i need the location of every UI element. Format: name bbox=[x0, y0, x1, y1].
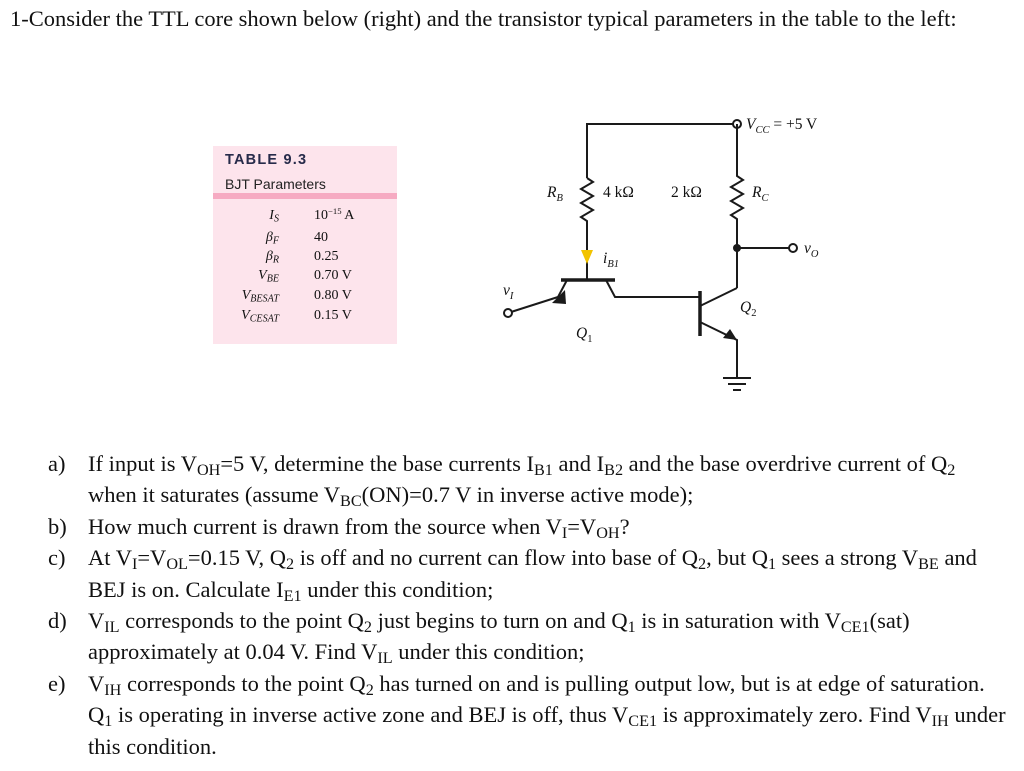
question-label: b) bbox=[48, 513, 67, 539]
param-symbol: $V_{BE}$ bbox=[258, 268, 279, 285]
ground-symbol bbox=[723, 378, 751, 390]
question-text: under this condition; bbox=[301, 576, 494, 602]
question-subscript: 2 bbox=[365, 680, 374, 699]
question-text: and I bbox=[552, 451, 605, 476]
question-text: under this condition. bbox=[88, 702, 1006, 759]
question-subscript: OL bbox=[166, 555, 188, 574]
question-text: and BEJ is on. Calculate I bbox=[88, 545, 977, 602]
param-symbol: $V_{BESAT}$ bbox=[241, 288, 279, 305]
question-text: =V bbox=[567, 513, 597, 539]
vi-terminal bbox=[504, 309, 512, 317]
question-subscript: I bbox=[131, 555, 138, 574]
question-label: c) bbox=[48, 545, 66, 571]
rb-value: 4 kΩ bbox=[603, 184, 634, 201]
question-text: corresponds to the point Q bbox=[119, 608, 364, 634]
vcc-rail-wire bbox=[587, 124, 733, 178]
question-list bbox=[48, 448, 1008, 762]
param-symbol: $I_S$ bbox=[269, 208, 279, 225]
question-item bbox=[48, 542, 1008, 605]
question-text: under this condition; bbox=[392, 639, 585, 665]
question-text: =0.15 V, Q bbox=[187, 545, 287, 571]
param-symbol: $V_{CESAT}$ bbox=[241, 308, 279, 325]
question-text: V bbox=[88, 608, 105, 634]
vcc-label: $V_{CC} = +5$ V bbox=[746, 116, 818, 136]
table-divider bbox=[213, 193, 397, 199]
question-subscript: B1 bbox=[534, 461, 553, 480]
question-subscript: E1 bbox=[283, 586, 302, 605]
question-subscript: CE1 bbox=[628, 712, 658, 731]
table-row bbox=[213, 230, 397, 249]
question-subscript: IL bbox=[377, 649, 393, 668]
question-subscript: IH bbox=[104, 680, 122, 699]
question-subscript: 1 bbox=[627, 618, 636, 637]
question-subscript: BE bbox=[918, 555, 939, 574]
question-text: V bbox=[88, 670, 105, 696]
question-text: , but Q bbox=[706, 545, 768, 571]
question-subscript: OH bbox=[196, 461, 221, 480]
param-symbol: $\beta_F$ bbox=[265, 230, 279, 247]
table-caption: BJT Parameters bbox=[225, 176, 326, 192]
question-text: How much current is drawn from the source when V bbox=[88, 513, 562, 539]
question-text: just begins to turn on and Q bbox=[371, 608, 628, 634]
question-text: is operating in inverse active zone and BEJ is off, thus V bbox=[112, 702, 629, 728]
rb-label: $R_B$ bbox=[547, 184, 563, 204]
question-subscript: B2 bbox=[604, 461, 624, 480]
q2-label: $Q_2$ bbox=[740, 299, 757, 319]
question-item bbox=[48, 448, 1008, 511]
vi-label: $v_I$ bbox=[503, 282, 514, 302]
rc-resistor bbox=[731, 124, 743, 288]
rc-label: $R_C$ bbox=[752, 184, 769, 204]
table-row bbox=[213, 208, 397, 227]
rc-value: 2 kΩ bbox=[671, 184, 702, 201]
question-text: (sat) approximately at 0.04 V. Find V bbox=[88, 608, 910, 665]
param-symbol: $\beta_R$ bbox=[265, 249, 279, 266]
table-row bbox=[213, 308, 397, 327]
question-subscript: IH bbox=[931, 712, 949, 731]
question-text: =V bbox=[137, 545, 167, 571]
question-subscript: 1 bbox=[104, 712, 113, 731]
question-subscript: OH bbox=[596, 523, 620, 542]
question-subscript: 2 bbox=[286, 555, 295, 574]
output-node bbox=[733, 244, 741, 252]
param-value: 40 bbox=[314, 230, 328, 245]
question-subscript: CE1 bbox=[840, 618, 870, 637]
question-text: is in saturation with V bbox=[635, 608, 841, 634]
ttl-circuit-diagram bbox=[490, 108, 870, 408]
q1-emitter-wire bbox=[511, 280, 567, 312]
question-subscript: 2 bbox=[697, 555, 707, 574]
table-title: TABLE 9.3 bbox=[225, 152, 308, 168]
bjt-parameters-table bbox=[213, 146, 397, 344]
question-subscript: IL bbox=[104, 618, 120, 637]
question-text: corresponds to the point Q bbox=[121, 670, 366, 696]
param-value: 0.25 bbox=[314, 249, 339, 264]
question-item bbox=[48, 605, 1008, 668]
rb-resistor bbox=[581, 178, 593, 280]
question-subscript: BC bbox=[340, 492, 362, 511]
question-subscript: 1 bbox=[767, 555, 777, 574]
param-value: $10^{-15}$ A bbox=[314, 206, 355, 223]
param-value: 0.80 V bbox=[314, 288, 352, 303]
question-text: when it saturates (assume V bbox=[88, 482, 341, 508]
vo-label: $v_O$ bbox=[804, 240, 819, 260]
question-item bbox=[48, 511, 1008, 542]
table-row bbox=[213, 288, 397, 307]
problem-intro: 1-Consider the TTL core shown below (right) and the transistor typical parameters in the table to the left: bbox=[10, 6, 957, 31]
q1-emitter-arrow bbox=[552, 290, 566, 304]
question-text: is off and no current can flow into base of Q bbox=[294, 545, 698, 571]
q1-collector-wire bbox=[606, 280, 700, 297]
ib1-label: $i_{B1}$ bbox=[603, 250, 619, 270]
question-text: At V bbox=[88, 545, 132, 571]
question-text: If input is V bbox=[88, 451, 197, 476]
question-text: ? bbox=[619, 513, 630, 539]
question-label: d) bbox=[48, 608, 67, 634]
param-value: 0.70 V bbox=[314, 268, 352, 283]
question-text: (ON)=0.7 V in inverse active mode); bbox=[361, 482, 694, 508]
question-text: is approximately zero. Find V bbox=[657, 702, 932, 728]
question-label: a) bbox=[48, 451, 66, 476]
question-item bbox=[48, 668, 1008, 762]
question-text: sees a strong V bbox=[776, 545, 919, 571]
question-subscript: 2 bbox=[947, 461, 956, 480]
question-label: e) bbox=[48, 670, 66, 696]
q2-emitter-lead bbox=[700, 322, 737, 378]
question-text: has turned on and is pulling output low, but is at edge of saturation. Q bbox=[88, 670, 985, 728]
question-text: =5 V, determine the base currents I bbox=[220, 451, 534, 476]
q2-collector-lead bbox=[700, 288, 737, 306]
table-row bbox=[213, 268, 397, 287]
question-subscript: 2 bbox=[363, 618, 372, 637]
question-subscript: I bbox=[561, 523, 568, 542]
q1-label: $Q_1$ bbox=[576, 325, 593, 345]
vo-terminal bbox=[789, 244, 797, 252]
ib1-arrow-icon bbox=[581, 250, 593, 264]
question-text: and the base overdrive current of Q bbox=[623, 451, 948, 476]
param-value: 0.15 V bbox=[314, 308, 352, 323]
table-row bbox=[213, 249, 397, 268]
